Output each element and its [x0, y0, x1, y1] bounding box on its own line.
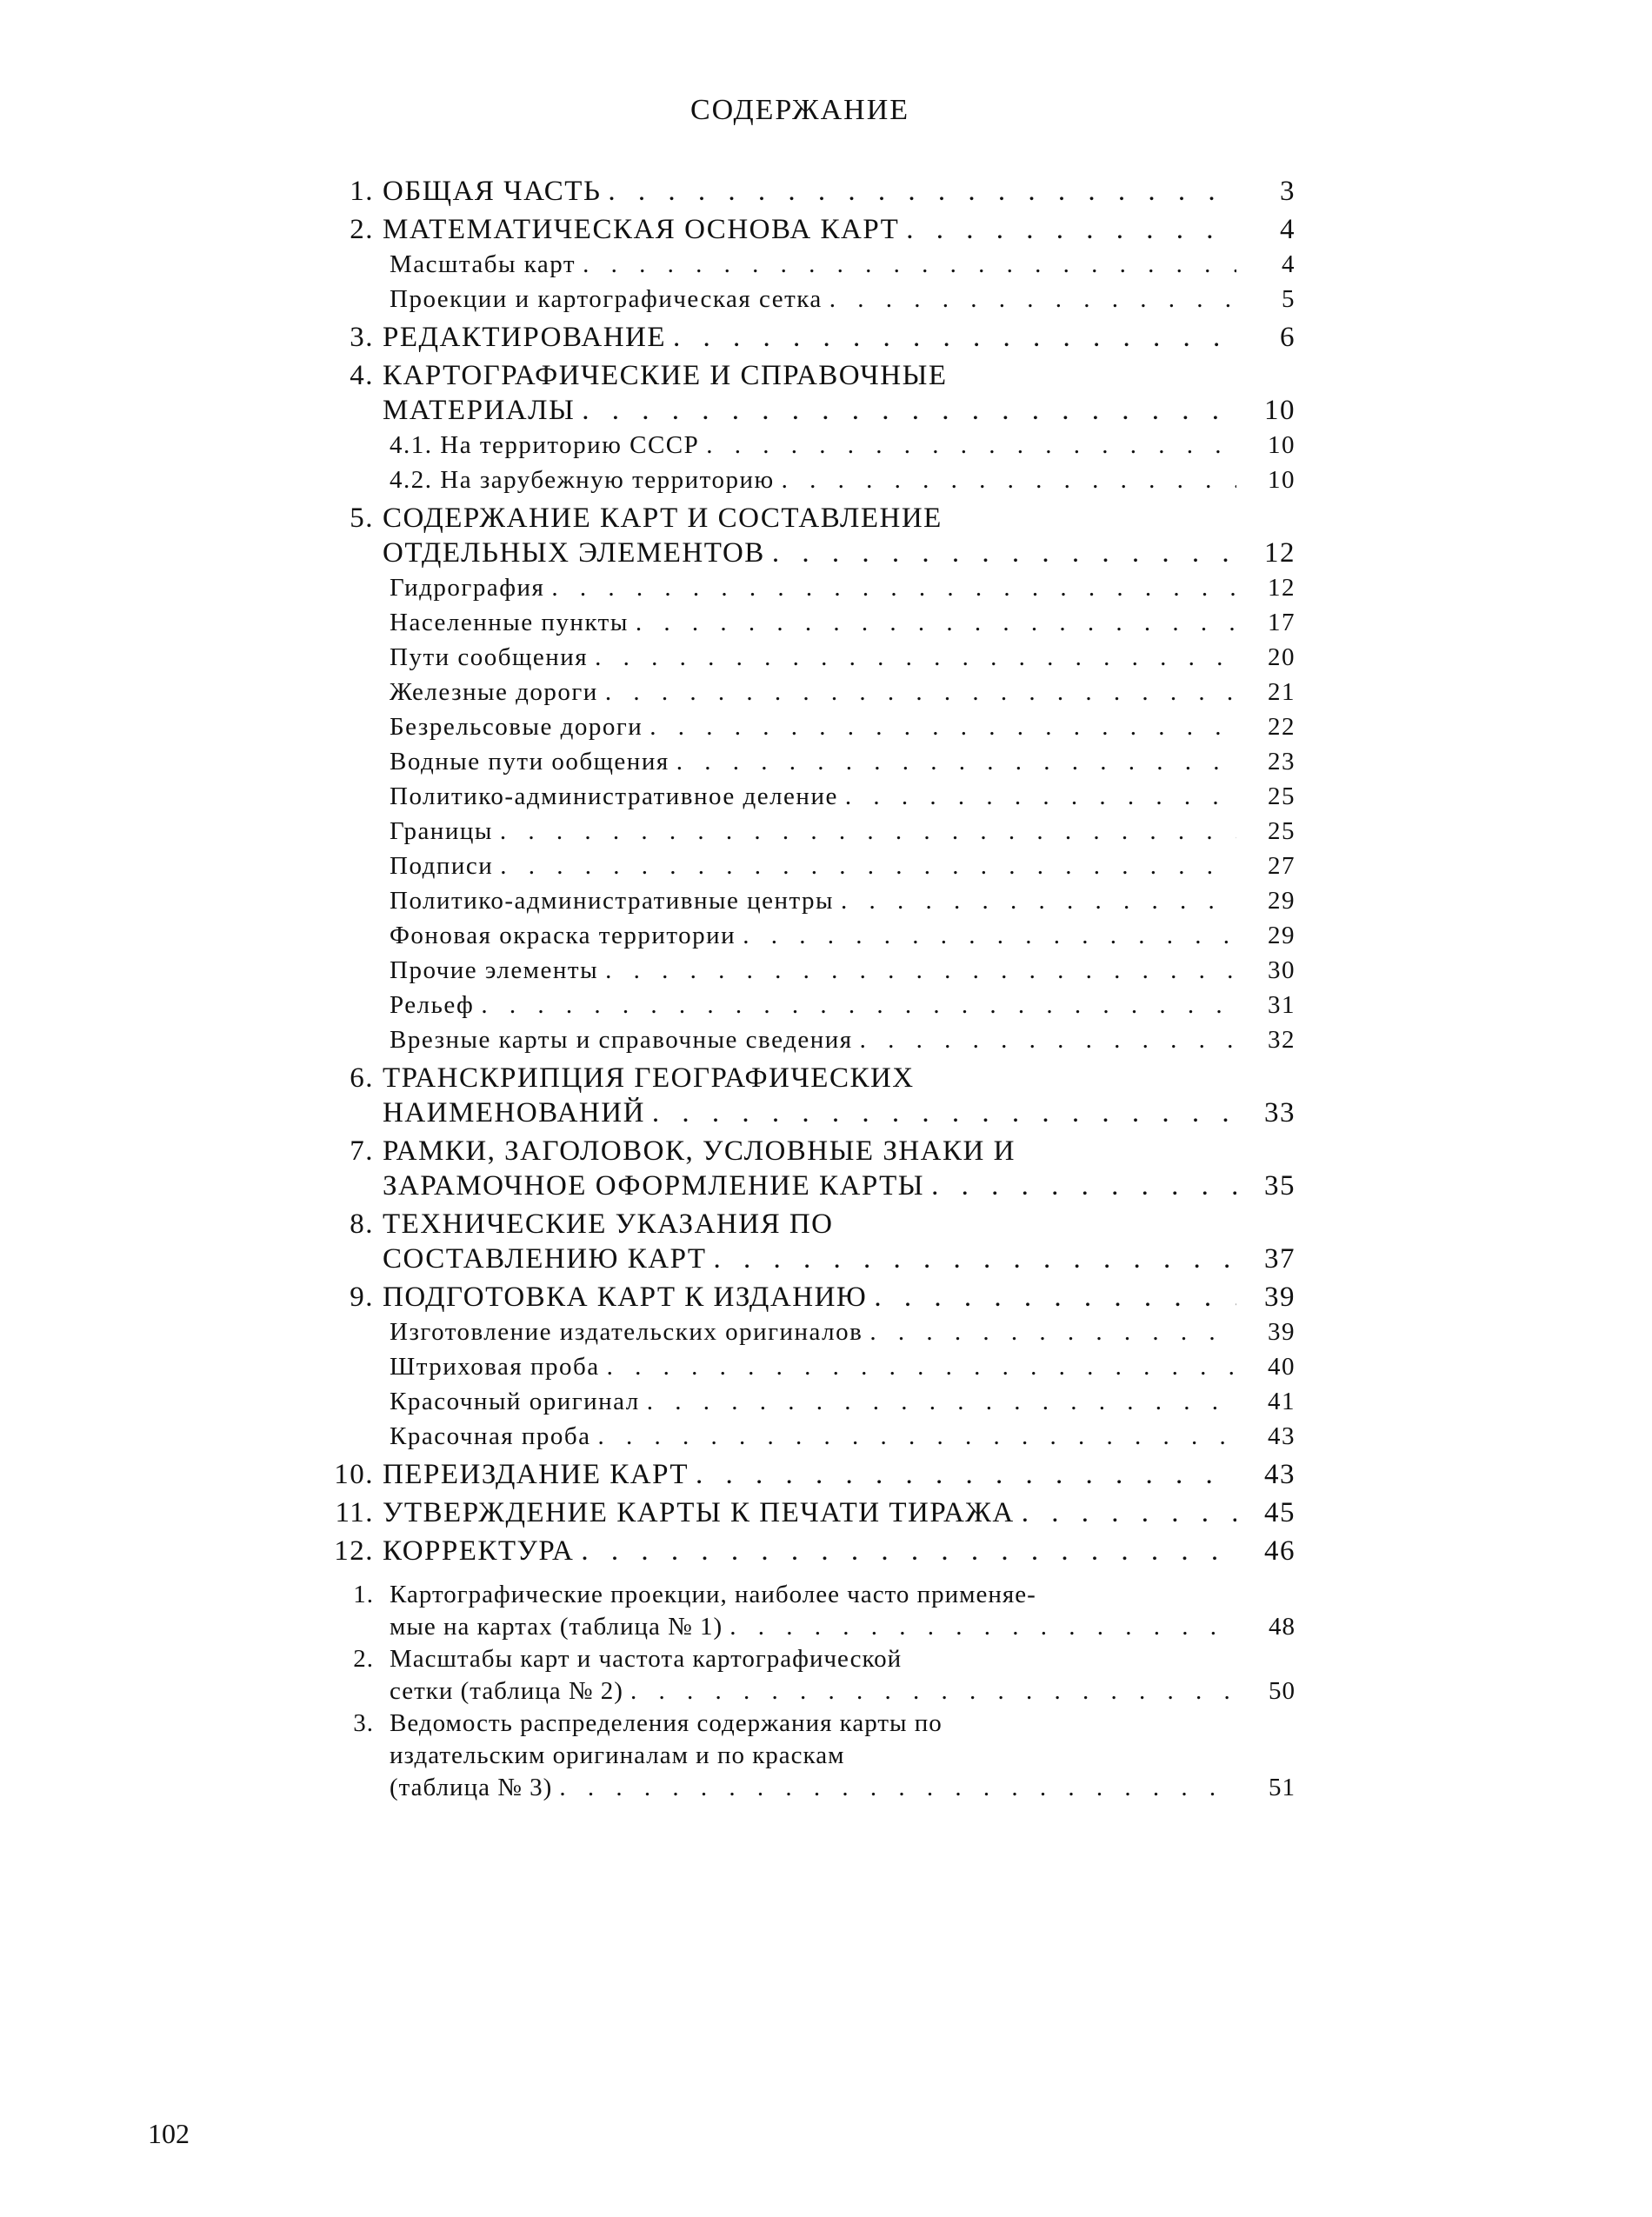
- toc-entry: [330, 536, 1296, 570]
- toc-entry-title: 4.2. На зарубежную территорию: [390, 466, 775, 494]
- toc-entry-body: [383, 1207, 1243, 1242]
- toc-entry-title: Подписи: [390, 852, 494, 880]
- toc-entry-title: (таблица № 3): [390, 1774, 553, 1801]
- toc-entry-page: 25: [1268, 817, 1296, 845]
- dot-leader: [500, 849, 1236, 883]
- toc-entry-body: [383, 744, 1243, 779]
- toc-entry-body: [383, 1419, 1243, 1454]
- toc-entry-title: издательским оригиналам и по краскам: [390, 1741, 845, 1769]
- toc-entry-page: 6: [1280, 322, 1296, 353]
- toc-entry-body: [383, 428, 1243, 463]
- toc-entry: [330, 1534, 1296, 1568]
- toc-entry: [330, 1207, 1296, 1242]
- toc-entry: [330, 1772, 1296, 1804]
- dot-leader: [869, 1315, 1236, 1349]
- toc-entry: [330, 1095, 1296, 1130]
- toc-entry-page: 33: [1264, 1097, 1296, 1128]
- toc-entry-body: [383, 463, 1243, 497]
- toc-entry-body: [383, 174, 1243, 209]
- toc-entry-page: 51: [1269, 1774, 1296, 1801]
- toc-entry-title: СОСТАВЛЕНИЮ КАРТ: [383, 1243, 707, 1275]
- toc-entry: [330, 1495, 1296, 1530]
- toc-entry-title: Масштабы карт и частота картографической: [390, 1645, 903, 1673]
- toc-entry-body: [383, 1280, 1243, 1315]
- toc-entry-title: Железные дороги: [390, 678, 598, 706]
- toc-entry-title: ТЕХНИЧЕСКИЕ УКАЗАНИЯ ПО: [383, 1208, 834, 1240]
- toc-entry: [330, 1242, 1296, 1276]
- toc-entry-title: мые на картах (таблица № 1): [390, 1613, 723, 1641]
- toc-entry-number: 5.: [350, 503, 374, 534]
- toc-entry: [330, 1708, 1296, 1740]
- toc-entry-page: 23: [1268, 748, 1296, 776]
- toc-entry-title: Границы: [390, 817, 493, 845]
- dot-leader: [845, 779, 1236, 814]
- dot-leader: [551, 570, 1236, 605]
- toc-entry: [330, 1134, 1296, 1168]
- toc-entry-title: Прочие элементы: [390, 956, 599, 984]
- toc-entry-number: 2.: [353, 1645, 374, 1673]
- toc-entry-number: 9.: [350, 1282, 374, 1313]
- toc-entry-body: [383, 1315, 1243, 1349]
- toc-entry-title: СОДЕРЖАНИЕ КАРТ И СОСТАВЛЕНИЕ: [383, 503, 943, 534]
- toc-entry: [330, 953, 1296, 988]
- toc-entry: [330, 675, 1296, 709]
- dot-leader: [729, 1611, 1236, 1643]
- toc-entry-page: 27: [1268, 852, 1296, 880]
- dot-leader: [608, 174, 1236, 209]
- toc-entry: [330, 1315, 1296, 1349]
- toc-entry-page: 12: [1264, 537, 1296, 569]
- dot-leader: [605, 953, 1236, 988]
- page-number: 102: [148, 2118, 190, 2149]
- dot-leader: [581, 1534, 1236, 1568]
- toc-entry-body: [383, 1457, 1243, 1492]
- toc-entry-title: РАМКИ, ЗАГОЛОВОК, УСЛОВНЫЕ ЗНАКИ И: [383, 1135, 1016, 1167]
- dot-leader: [772, 536, 1236, 570]
- toc-entry-page: 10: [1264, 395, 1296, 426]
- toc-entry-page: 48: [1269, 1613, 1296, 1641]
- dot-leader: [500, 814, 1236, 849]
- toc-entry-page: 43: [1268, 1422, 1296, 1450]
- dot-leader: [647, 1384, 1236, 1419]
- toc-entry: [330, 247, 1296, 282]
- toc-entry-title: Ведомость распределения содержания карты по: [390, 1709, 943, 1737]
- toc-entry-body: [383, 1643, 1243, 1675]
- toc-entry: [330, 1280, 1296, 1315]
- toc-entry-number: 12.: [334, 1535, 374, 1567]
- toc-entry-body: [383, 1708, 1243, 1740]
- toc-entry: [330, 640, 1296, 675]
- toc-entry: [330, 1643, 1296, 1675]
- dot-leader: [652, 1095, 1236, 1130]
- toc-entry-number: 10.: [334, 1459, 374, 1490]
- toc-entry-page: 20: [1268, 643, 1296, 671]
- dot-leader: [676, 744, 1236, 779]
- toc-entry-title: МАТЕМАТИЧЕСКАЯ ОСНОВА КАРТ: [383, 214, 900, 245]
- toc-entry-title: Красочный оригинал: [390, 1388, 640, 1415]
- toc-entry-body: [383, 640, 1243, 675]
- toc-entry-number: 1.: [350, 176, 374, 207]
- toc-entry-page: 17: [1268, 609, 1296, 636]
- table-of-contents: [330, 174, 1296, 1804]
- toc-entry-page: 32: [1268, 1026, 1296, 1054]
- toc-entry-number: 4.: [350, 360, 374, 391]
- toc-entry-body: [383, 501, 1243, 536]
- toc-entry: [330, 709, 1296, 744]
- dot-leader: [906, 212, 1236, 247]
- toc-entry-page: 37: [1264, 1243, 1296, 1275]
- dot-leader: [673, 320, 1236, 355]
- toc-entry-page: 41: [1268, 1388, 1296, 1415]
- toc-entry-title: Безрельсовые дороги: [390, 713, 643, 741]
- toc-entry-page: 31: [1268, 991, 1296, 1019]
- toc-entry-page: 35: [1264, 1170, 1296, 1202]
- toc-entry-title: МАТЕРИАЛЫ: [383, 395, 576, 426]
- toc-entry-body: [383, 1168, 1243, 1203]
- toc-entry: [330, 320, 1296, 355]
- toc-entry-body: [383, 1242, 1243, 1276]
- dot-leader: [713, 1242, 1236, 1276]
- toc-entry-title: КАРТОГРАФИЧЕСКИЕ И СПРАВОЧНЫЕ: [383, 360, 948, 391]
- toc-entry-title: сетки (таблица № 2): [390, 1677, 623, 1705]
- toc-entry-title: ОБЩАЯ ЧАСТЬ: [383, 176, 602, 207]
- toc-entry-body: [383, 1740, 1243, 1772]
- dot-leader: [630, 1675, 1236, 1708]
- toc-entry: [330, 918, 1296, 953]
- toc-entry: [330, 779, 1296, 814]
- dot-leader: [860, 1022, 1236, 1057]
- toc-entry-page: 40: [1268, 1353, 1296, 1381]
- toc-entry-title: РЕДАКТИРОВАНИЕ: [383, 322, 667, 353]
- toc-entry: [330, 849, 1296, 883]
- toc-entry: [330, 212, 1296, 247]
- dot-leader: [1022, 1495, 1236, 1530]
- toc-entry-body: [383, 605, 1243, 640]
- toc-entry-title: Политико-административные центры: [390, 887, 835, 915]
- toc-entry-body: [383, 953, 1243, 988]
- toc-entry: [330, 282, 1296, 316]
- dot-leader: [743, 918, 1236, 953]
- toc-entry-title: Проекции и картографическая сетка: [390, 285, 823, 313]
- toc-entry: [330, 1740, 1296, 1772]
- toc-entry-body: [383, 1675, 1243, 1708]
- toc-entry-body: [383, 536, 1243, 570]
- toc-entry: [330, 393, 1296, 428]
- toc-entry-page: 10: [1268, 466, 1296, 494]
- toc-entry-body: [383, 1349, 1243, 1384]
- toc-entry: [330, 1675, 1296, 1708]
- toc-entry-body: [383, 282, 1243, 316]
- toc-entry-page: 3: [1280, 176, 1296, 207]
- toc-entry: [330, 744, 1296, 779]
- toc-entry-number: 6.: [350, 1062, 374, 1094]
- toc-entry-page: 29: [1268, 922, 1296, 949]
- toc-entry-title: Красочная проба: [390, 1422, 591, 1450]
- toc-entry-number: 3.: [353, 1709, 374, 1737]
- toc-entry: [330, 1022, 1296, 1057]
- toc-entry: [330, 174, 1296, 209]
- toc-entry-page: 12: [1268, 574, 1296, 602]
- dot-leader: [931, 1168, 1236, 1203]
- toc-entry: [330, 570, 1296, 605]
- toc-entry-title: Фоновая окраска территории: [390, 922, 736, 949]
- toc-entry-body: [383, 1579, 1243, 1611]
- toc-entry-body: [383, 849, 1243, 883]
- toc-entry-title: Пути сообщения: [390, 643, 589, 671]
- dot-leader: [696, 1457, 1236, 1492]
- toc-entry-number: 2.: [350, 214, 374, 245]
- toc-entry-body: [383, 779, 1243, 814]
- toc-entry-title: ПОДГОТОВКА КАРТ К ИЗДАНИЮ: [383, 1282, 868, 1313]
- dot-leader: [481, 988, 1236, 1022]
- toc-entry-body: [383, 709, 1243, 744]
- toc-entry-body: [383, 358, 1243, 393]
- toc-entry: [330, 1168, 1296, 1203]
- toc-entry-body: [383, 883, 1243, 918]
- dot-leader: [636, 605, 1236, 640]
- toc-entry-title: Населенные пункты: [390, 609, 629, 636]
- toc-entry-title: Изготовление издательских оригиналов: [390, 1318, 863, 1346]
- dot-leader: [649, 709, 1236, 744]
- toc-entry-title: Масштабы карт: [390, 250, 576, 278]
- toc-entry-title: Политико-административное деление: [390, 782, 838, 810]
- toc-entry-page: 43: [1264, 1459, 1296, 1490]
- toc-entry-body: [383, 1495, 1243, 1530]
- dot-leader: [559, 1772, 1236, 1804]
- toc-entry-body: [383, 1772, 1243, 1804]
- toc-entry-page: 5: [1282, 285, 1296, 313]
- dot-leader: [598, 1419, 1236, 1454]
- toc-entry-title: ТРАНСКРИПЦИЯ ГЕОГРАФИЧЕСКИХ: [383, 1062, 915, 1094]
- toc-entry-page: 21: [1268, 678, 1296, 706]
- toc-entry-number: 8.: [350, 1208, 374, 1240]
- toc-entry-body: [383, 247, 1243, 282]
- toc-entry: [330, 463, 1296, 497]
- toc-entry-body: [383, 1611, 1243, 1643]
- toc-entry-number: 11.: [335, 1497, 374, 1528]
- toc-entry-title: КОРРЕКТУРА: [383, 1535, 575, 1567]
- spacer: [330, 1572, 1296, 1579]
- toc-entry-page: 30: [1268, 956, 1296, 984]
- dot-leader: [841, 883, 1236, 918]
- dot-leader: [874, 1280, 1236, 1315]
- dot-leader: [582, 393, 1236, 428]
- toc-entry-page: 4: [1280, 214, 1296, 245]
- toc-entry-page: 10: [1268, 431, 1296, 459]
- toc-entry-body: [383, 814, 1243, 849]
- toc-entry-title: Штриховая проба: [390, 1353, 600, 1381]
- dot-leader: [829, 282, 1236, 316]
- toc-entry-title: ОТДЕЛЬНЫХ ЭЛЕМЕНТОВ: [383, 537, 765, 569]
- toc-entry-page: 46: [1264, 1535, 1296, 1567]
- toc-entry: [330, 501, 1296, 536]
- dot-leader: [782, 463, 1236, 497]
- toc-entry-body: [383, 570, 1243, 605]
- toc-entry-page: 45: [1264, 1497, 1296, 1528]
- toc-entry-title: УТВЕРЖДЕНИЕ КАРТЫ К ПЕЧАТИ ТИРАЖА: [383, 1497, 1015, 1528]
- dot-leader: [583, 247, 1236, 282]
- toc-entry-body: [383, 1061, 1243, 1095]
- toc-entry-page: 39: [1264, 1282, 1296, 1313]
- toc-entry-page: 50: [1269, 1677, 1296, 1705]
- toc-entry-page: 29: [1268, 887, 1296, 915]
- toc-entry-number: 7.: [350, 1135, 374, 1167]
- toc-entry: [330, 1579, 1296, 1611]
- toc-entry-body: [383, 212, 1243, 247]
- toc-entry-page: 22: [1268, 713, 1296, 741]
- toc-entry-title: Рельеф: [390, 991, 475, 1019]
- toc-entry-title: ЗАРАМОЧНОЕ ОФОРМЛЕНИЕ КАРТЫ: [383, 1170, 925, 1202]
- dot-leader: [605, 675, 1236, 709]
- toc-entry-body: [383, 1384, 1243, 1419]
- toc-entry-number: 1.: [353, 1581, 374, 1608]
- toc-entry-title: НАИМЕНОВАНИЙ: [383, 1097, 645, 1128]
- toc-entry-title: 4.1. На территорию СССР: [390, 431, 700, 459]
- dot-leader: [595, 640, 1236, 675]
- toc-entry-title: Водные пути ообщения: [390, 748, 669, 776]
- toc-entry-body: [383, 393, 1243, 428]
- toc-entry: [330, 883, 1296, 918]
- toc-entry-body: [383, 918, 1243, 953]
- toc-entry-page: 25: [1268, 782, 1296, 810]
- toc-entry-body: [383, 1134, 1243, 1168]
- toc-entry-title: Картографические проекции, наиболее часто применяе-: [390, 1581, 1036, 1608]
- toc-entry: [330, 1349, 1296, 1384]
- toc-entry: [330, 1611, 1296, 1643]
- toc-entry: [330, 358, 1296, 393]
- toc-entry-number: 3.: [350, 322, 374, 353]
- toc-entry-body: [383, 675, 1243, 709]
- toc-entry-title: Врезные карты и справочные сведения: [390, 1026, 853, 1054]
- toc-entry-body: [383, 1534, 1243, 1568]
- toc-entry: [330, 428, 1296, 463]
- toc-entry: [330, 1457, 1296, 1492]
- dot-leader: [706, 428, 1236, 463]
- toc-entry-body: [383, 988, 1243, 1022]
- toc-entry-title: Гидрография: [390, 574, 545, 602]
- toc-entry: [330, 1061, 1296, 1095]
- toc-entry-body: [383, 1095, 1243, 1130]
- toc-entry: [330, 814, 1296, 849]
- toc-entry-page: 39: [1268, 1318, 1296, 1346]
- toc-entry-body: [383, 1022, 1243, 1057]
- toc-entry-title: ПЕРЕИЗДАНИЕ КАРТ: [383, 1459, 689, 1490]
- dot-leader: [607, 1349, 1236, 1384]
- page-title: СОДЕРЖАНИЕ: [689, 94, 910, 126]
- toc-entry: [330, 1419, 1296, 1454]
- toc-entry-page: 4: [1282, 250, 1296, 278]
- toc-entry: [330, 605, 1296, 640]
- toc-entry: [330, 988, 1296, 1022]
- toc-entry: [330, 1384, 1296, 1419]
- toc-entry-body: [383, 320, 1243, 355]
